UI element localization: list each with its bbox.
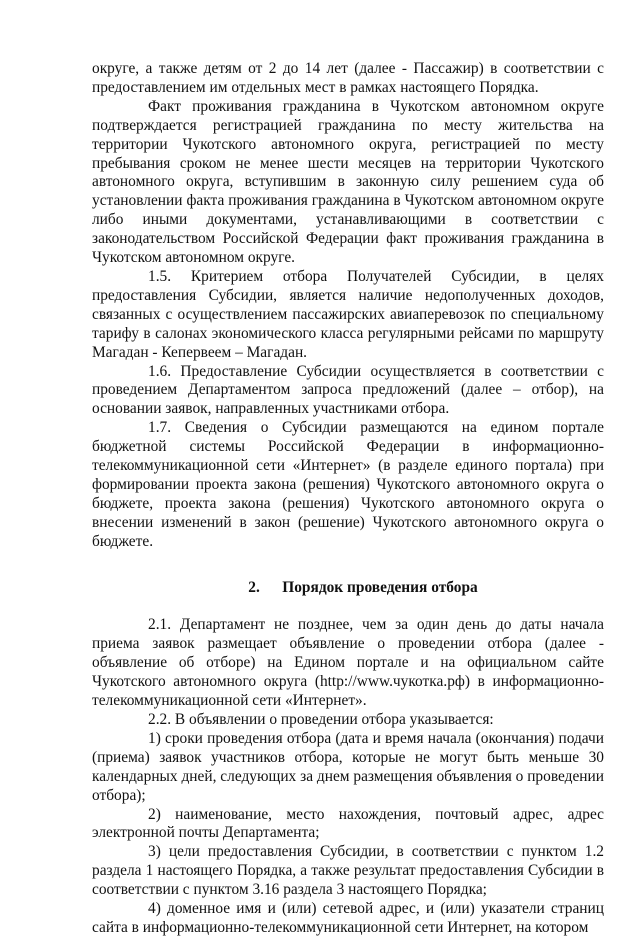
document-page	[92, 60, 604, 938]
section-title: Порядок проведения отбора	[282, 578, 478, 596]
list-item-3: 3) цели предоставления Субсидии, в соответствии с пунктом 1.2 раздела 1 настоящего Порядка, а также результат предоставления Субсидии в соответствии с пунктом 3.16 раздела 3 настоящего Порядка;	[92, 843, 604, 899]
section-number: 2.	[248, 578, 260, 596]
paragraph-1-6: 1.6. Предоставление Субсидии осуществляется в соответствии с проведением Департаментом запроса предложений (далее – отбор), на основании заявок, направленных участниками отбора.	[92, 362, 604, 418]
paragraph-2-1: 2.1. Департамент не позднее, чем за один день до даты начала приема заявок размещает объявление о проведении отбора (далее - объявление об отборе) на Едином портале и на официальном сайте Чукотского автономного округа (http://www.чукотка.рф) в информационно-телекоммуникационной сети «Интернет».	[92, 616, 604, 710]
list-item-1: 1) сроки проведения отбора (дата и время начала (окончания) подачи (приема) заявок участников отбора, которые не могут быть меньше 30 календарных дней, следующих за днем размещения объявления о проведении отбора);	[92, 729, 604, 804]
paragraph-1-5: 1.5. Критерием отбора Получателей Субсидии, в целях предоставления Субсидии, является наличие недополученных доходов, связанных с осуществлением пассажирских авиаперевозок по специальному тарифу в салонах экономического класса регулярными рейсами по маршруту Магадан - Кепервеем – Магадан.	[92, 267, 604, 361]
paragraph-2-2: 2.2. В объявлении о проведении отбора указывается:	[148, 711, 494, 728]
list-item-4: 4) доменное имя и (или) сетевой адрес, и (или) указатели страниц сайта в информационно-телекоммуникационной сети Интернет, на котором	[92, 900, 604, 936]
paragraph-residence-fact: Факт проживания гражданина в Чукотском автономном округе подтверждается регистрацией гражданина по месту жительства на территории Чукотского автономного округа, регистрацией по месту пребывания сроком не менее шести месяцев на территории Чукотского автономного округа, вступившим в законную силу решением суда об установлении факта проживания гражданина в Чукотском автономном округе либо иными документами, устанавливающими в соответствии с законодательством Российской Федерации факт проживания гражданина в Чукотском автономном округе.	[92, 97, 604, 267]
list-item-2: 2) наименование, место нахождения, почтовый адрес, адрес электронной почты Департамента;	[92, 805, 604, 842]
section-heading	[92, 579, 604, 598]
paragraph-continuation: округе, а также детям от 2 до 14 лет (далее - Пассажир) в соответствии с предоставлением им отдельных мест в рамках настоящего Порядка.	[92, 60, 604, 96]
paragraph-1-7: 1.7. Сведения о Субсидии размещаются на едином портале бюджетной системы Российской Федерации в информационно-телекоммуникационной сети «Интернет» (в разделе единого портала) при формировании проекта закона (решения) Чукотского автономного округа о бюджете, проекта закона (решения) Чукотского автономного округа о внесении изменений в закон (решение) Чукотского автономного округа о бюджете.	[92, 419, 604, 550]
